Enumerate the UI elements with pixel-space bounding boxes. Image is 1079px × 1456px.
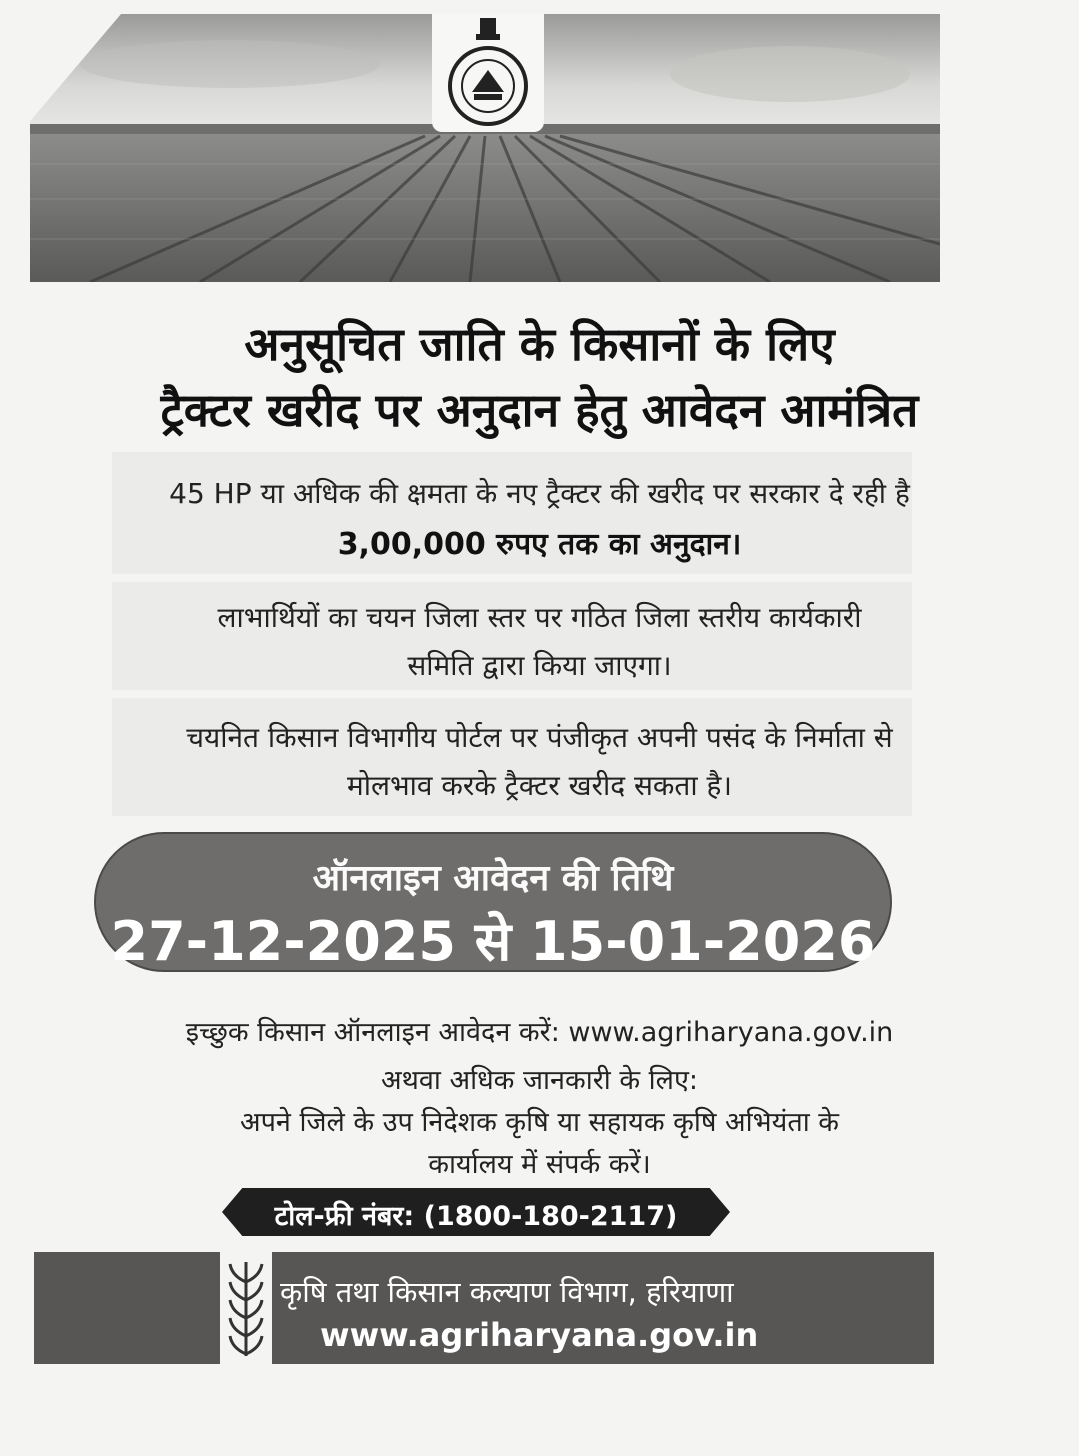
selection-text-1: लाभार्थियों का चयन जिला स्तर पर गठित जिला स्तरीय कार्यकारी [217, 601, 862, 634]
subsidy-amount: 3,00,000 रुपए तक का अनुदान। [337, 527, 742, 562]
contact-office-text-1: अपने जिले के उप निदेशक कृषि या सहायक कृषि अभियंता के [239, 1107, 840, 1138]
emblem-container [432, 14, 544, 132]
tollfree-number: टोल-फ्री नंबर: (1800-180-2117) [274, 1201, 678, 1232]
footer-block-left [34, 1252, 220, 1364]
apply-online-text: इच्छुक किसान ऑनलाइन आवेदन करें: www.agriharyana.gov.in [185, 1017, 894, 1048]
footer-logo-container [222, 1252, 270, 1364]
contact-office-text-2: कार्यालय में संपर्क करें। [428, 1149, 651, 1180]
application-dates-range: 27-12-2025 से 15-01-2026 [110, 910, 876, 973]
headline-line-1: अनुसूचित जाति के किसानों के लिए [244, 317, 835, 371]
headline-line-2: ट्रैक्टर खरीद पर अनुदान हेतु आवेदन आमंत्रित [160, 383, 919, 437]
purchase-text-1: चयनित किसान विभागीय पोर्टल पर पंजीकृत अपनी पसंद के निर्माता से [186, 721, 893, 754]
subsidy-text: 45 HP या अधिक की क्षमता के नए ट्रैक्टर की खरीद पर सरकार दे रही है [169, 477, 910, 510]
more-info-text: अथवा अधिक जानकारी के लिए: [380, 1065, 699, 1096]
application-dates-label: ऑनलाइन आवेदन की तिथि [312, 858, 674, 899]
department-name: कृषि तथा किसान कल्याण विभाग, हरियाणा [280, 1275, 734, 1309]
wheat-logo-icon [222, 1252, 270, 1364]
department-website[interactable]: www.agriharyana.gov.in [320, 1316, 759, 1354]
selection-text-2: समिति द्वारा किया जाएगा। [407, 649, 672, 682]
purchase-text-2: मोलभाव करके ट्रैक्टर खरीद सकता है। [347, 769, 732, 802]
haryana-emblem-icon [432, 14, 544, 132]
